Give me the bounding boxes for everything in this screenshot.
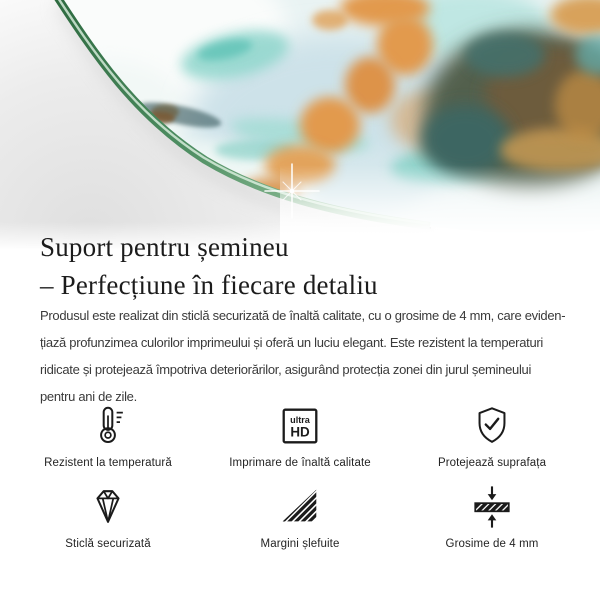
- description-line: ridicate și protejează împotriva deteriorărilor, asigurând protecția zonei din jurul șemineului: [40, 362, 532, 377]
- polished-edges-icon: [277, 483, 323, 531]
- shield-check-icon: [469, 402, 515, 450]
- feature-label: Margini șlefuite: [260, 538, 340, 550]
- feature-label: Imprimare de înaltă calitate: [229, 457, 371, 469]
- feature-print-quality: [204, 402, 396, 469]
- svg-text:ultra: ultra: [290, 415, 310, 426]
- feature-temperature-resistant: [12, 402, 204, 469]
- features-grid: [12, 402, 588, 550]
- svg-text:HD: HD: [290, 424, 310, 440]
- feature-surface-protection: [396, 402, 588, 469]
- description-line: pentru ani de zile.: [40, 389, 137, 404]
- product-description: [40, 302, 565, 410]
- page-title: [40, 228, 378, 304]
- feature-tempered-glass: [12, 483, 204, 550]
- feature-label: Sticlă securizată: [65, 538, 151, 550]
- diamond-icon: [85, 483, 131, 531]
- thickness-icon: [469, 483, 515, 531]
- description-line: țiază profunzimea culorilor imprimeului și oferă un luciu elegant. Este rezistent la temperaturi: [40, 335, 544, 350]
- description-line: Produsul este realizat din sticlă securizată de înaltă calitate, cu o grosime de 4 mm, care eviden-: [40, 308, 566, 323]
- feature-label: Grosime de 4 mm: [445, 538, 539, 550]
- page-title-line2: – Perfecțiune în fiecare detaliu: [40, 270, 378, 300]
- ultra-hd-icon: [277, 402, 323, 450]
- feature-polished-edges: [204, 483, 396, 550]
- feature-label: Protejează suprafața: [437, 457, 547, 469]
- thermometer-icon: [85, 402, 131, 450]
- feature-label: Rezistent la temperatură: [44, 457, 172, 469]
- feature-thickness: [396, 483, 588, 550]
- page-title-line1: Suport pentru șemineu: [40, 232, 289, 262]
- product-photo: [0, 0, 600, 265]
